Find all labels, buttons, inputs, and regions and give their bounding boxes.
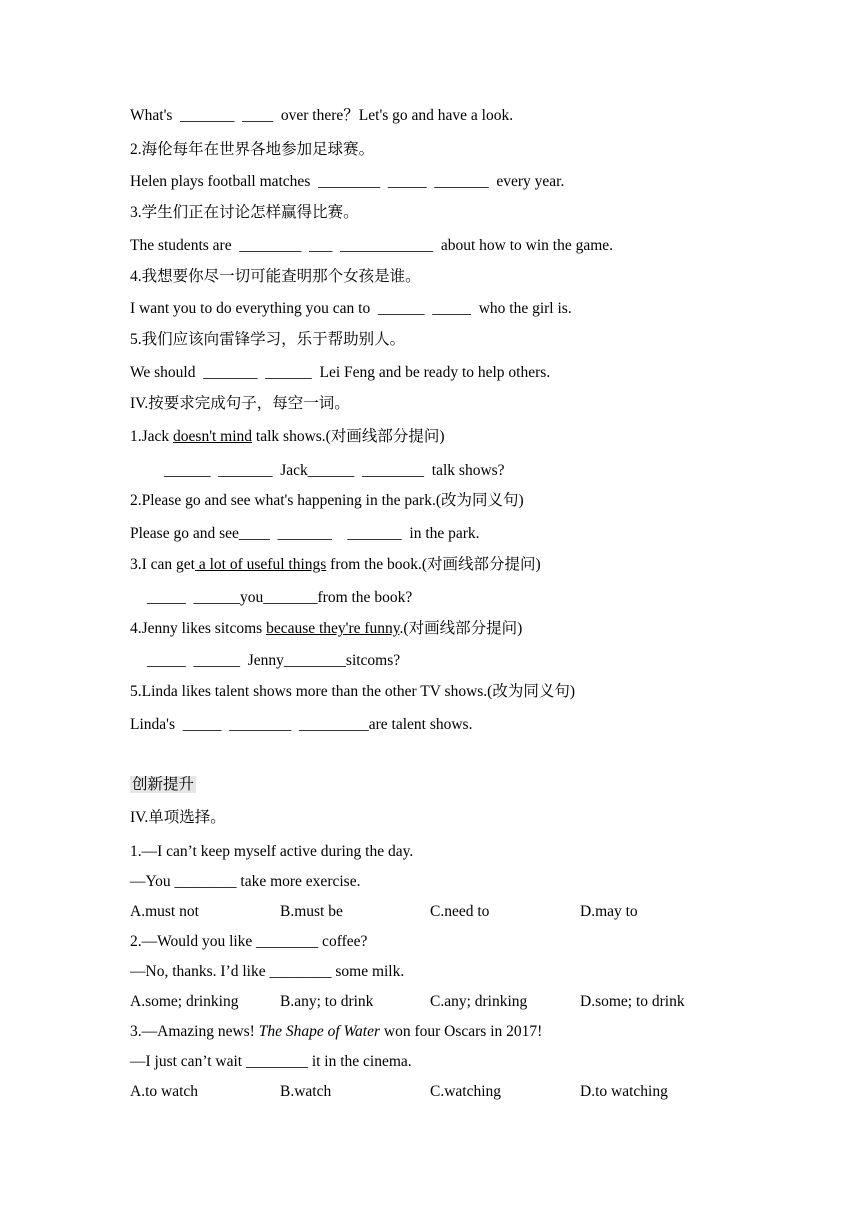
question-2-answer: Please go and see____ _______ _______ in the park. (130, 525, 480, 542)
question-4-underlined: because they're funny (266, 620, 400, 637)
question-3-text: 3.I can get (130, 556, 195, 573)
section-tag (130, 775, 196, 795)
question-4-answer: _____ ______ Jenny________sitcoms? (147, 652, 401, 669)
question-4 (130, 619, 522, 639)
mc-question-3-option-b: B.watch (280, 1083, 332, 1100)
item-3-english: The students are ________ ___ ____________ about how to win the game. (130, 237, 614, 254)
question-1-instruction: talk shows.(对画线部分提问) (252, 428, 445, 445)
section-heading-complete-sentences: IV.按要求完成句子，每空一词。 (130, 395, 350, 412)
item-5-english: We should _______ ______ Lei Feng and be ready to help others. (130, 364, 551, 381)
question-4-instruction: .(对画线部分提问) (399, 620, 523, 637)
mc-question-2-option-c: C.any; drinking (430, 993, 528, 1010)
mc-question-1-option-c: C.need to (430, 903, 490, 920)
mc-question-1-prompt: 1.—I can’t keep myself active during the day. (130, 843, 414, 860)
section-heading-multiple-choice: IV.单项选择。 (130, 809, 226, 826)
question-1-text: 1.Jack (130, 428, 174, 445)
mc-question-3-option-c: C.watching (430, 1083, 502, 1100)
mc-question-2-reply: —No, thanks. I’d like ________ some milk. (130, 963, 405, 980)
item-4-english: I want you to do everything you can to ______ _____ who the girl is. (130, 300, 572, 317)
question-3 (130, 555, 541, 575)
mc-question-3-option-a: A.to watch (130, 1083, 199, 1100)
question-3-answer: _____ ______you_______from the book? (147, 589, 413, 606)
sentence-1-line: What's _______ ____ over there？Let's go and have a look. (130, 107, 514, 124)
mc-question-3-prompt (130, 1022, 542, 1042)
mc-question-3-text: 3.—Amazing news! (130, 1023, 259, 1040)
item-3-chinese: 3.学生们正在讨论怎样赢得比赛。 (130, 204, 359, 221)
question-5-answer: Linda's _____ ________ _________are talent shows. (130, 716, 473, 733)
item-5-chinese: 5.我们应该向雷锋学习，乐于帮助别人。 (130, 331, 406, 348)
mc-question-2-prompt: 2.—Would you like ________ coffee? (130, 933, 368, 950)
mc-question-1-reply: —You ________ take more exercise. (130, 873, 361, 890)
question-1-underlined: doesn't mind (173, 428, 253, 445)
section-tag-label: 创新提升 (132, 776, 195, 793)
question-2: 2.Please go and see what's happening in the park.(改为同义句) (130, 492, 524, 509)
mc-question-1-option-d: D.may to (580, 903, 638, 920)
mc-question-1-option-b: B.must be (280, 903, 343, 920)
mc-question-2-option-a: A.some; drinking (130, 993, 239, 1010)
item-2-english: Helen plays football matches ________ _____ _______ every year. (130, 173, 565, 190)
mc-question-3-reply: —I just can’t wait ________ it in the cinema. (130, 1053, 412, 1070)
question-4-text: 4.Jenny likes sitcoms (130, 620, 267, 637)
item-4-chinese: 4.我想要你尽一切可能查明那个女孩是谁。 (130, 268, 421, 285)
item-2-chinese: 2.海伦每年在世界各地参加足球赛。 (130, 141, 375, 158)
mc-question-3-text-end: won four Oscars in 2017! (380, 1023, 543, 1040)
question-3-instruction: from the book.(对画线部分提问) (326, 556, 541, 573)
question-3-underlined: a lot of useful things (194, 556, 327, 573)
question-1 (130, 427, 445, 447)
mc-question-2-option-d: D.some; to drink (580, 993, 685, 1010)
mc-question-3-option-d: D.to watching (580, 1083, 668, 1100)
mc-question-2-option-b: B.any; to drink (280, 993, 374, 1010)
question-1-answer: ______ _______ Jack______ ________ talk shows? (164, 462, 505, 479)
movie-title: The Shape of Water (258, 1023, 380, 1040)
mc-question-1-option-a: A.must not (130, 903, 199, 920)
question-5: 5.Linda likes talent shows more than the other TV shows.(改为同义句) (130, 683, 575, 700)
